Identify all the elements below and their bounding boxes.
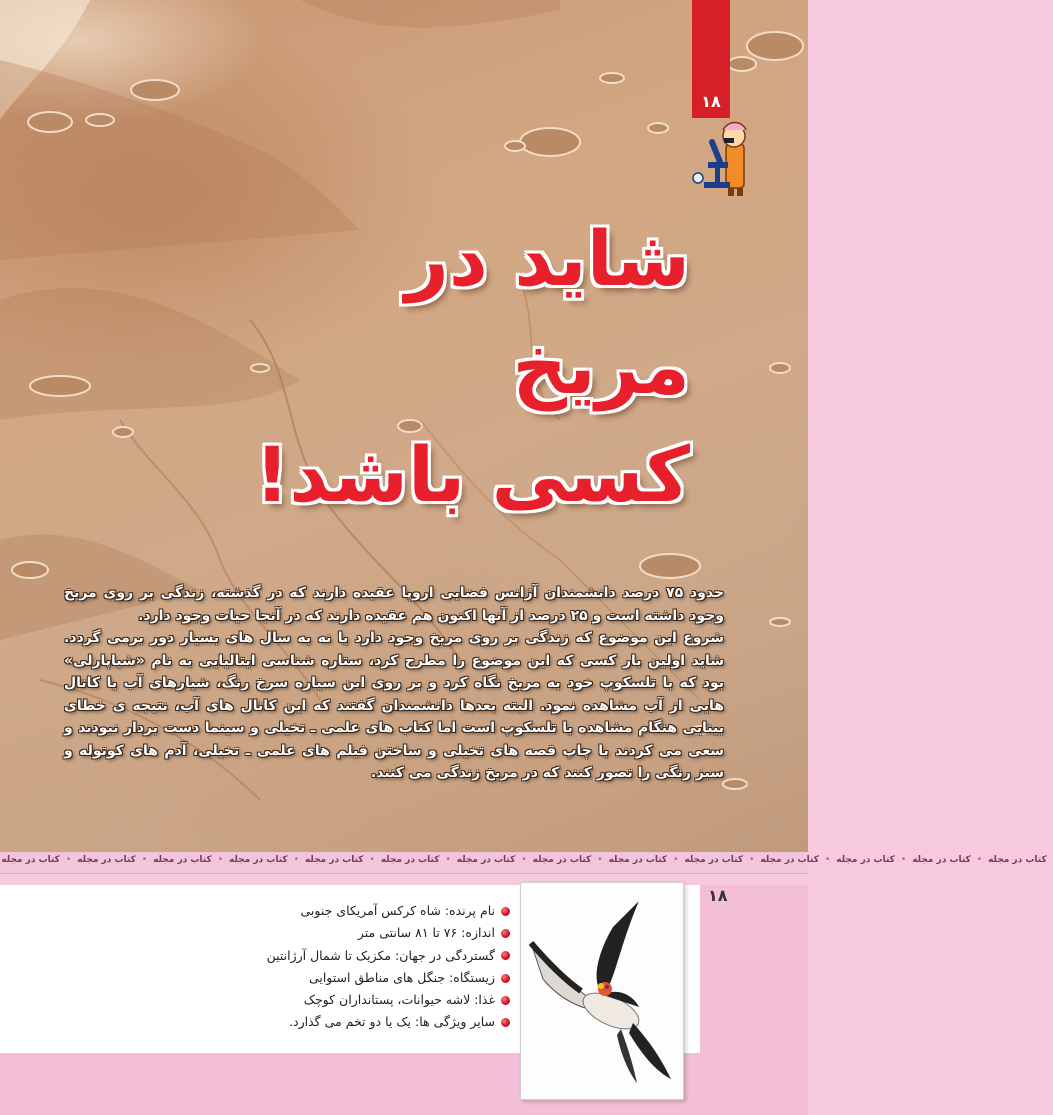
strip-separator: •: [749, 855, 755, 865]
strip-separator: •: [445, 855, 451, 865]
strip-separator: •: [65, 855, 72, 865]
strip-label: کتاب در مجله: [153, 855, 212, 865]
fact-item: [200, 967, 510, 989]
article-body: [64, 582, 724, 785]
article-title: [250, 205, 690, 529]
fact-text: زیستگاه: جنگل های مناطق استوایی: [308, 969, 495, 985]
fact-item: [200, 900, 510, 922]
strip-separator: •: [141, 855, 148, 865]
article-paragraph-1: حدود ۷۵ درصد دانشمندان آژانس فضایی اروپا عقیده دارند که در گذشته، زندگی بر روی مریخ وجود داشته است و ۲۵ درصد از آنها اکنون هم عقیده دارند که در آنجا حیات وجود دارد.: [64, 585, 724, 624]
bird-image-frame: [520, 882, 684, 1100]
fact-text: غذا: لاشه حیوانات، پستانداران کوچک: [303, 992, 495, 1008]
strip-separator: •: [369, 855, 375, 865]
strip-label: کتاب در مجله: [532, 855, 592, 865]
strip-separator: •: [824, 855, 831, 865]
vulture-illustration-icon: [521, 883, 683, 1099]
section-strip: [0, 852, 1047, 874]
bullet-icon: [501, 951, 510, 960]
fact-item: [200, 1011, 510, 1033]
strip-label: کتاب در مجله: [1, 855, 60, 865]
strip-separator: •: [521, 855, 527, 865]
title-line-3: کسی باشد!: [254, 430, 690, 519]
bullet-icon: [501, 974, 510, 983]
fact-text: سایر ویژگی ها: یک یا دو تخم می گذارد.: [289, 1014, 495, 1030]
fact-item: [200, 922, 510, 944]
fact-item: [200, 989, 510, 1011]
title-line-1: شاید در: [405, 214, 690, 303]
scientist-microscope-icon: [690, 122, 752, 196]
article-paragraph-2: شروع این موضوع که زندگی بر روی مریخ وجود دارد یا نه به سال های بسیار دور برمی گردد. شاید اولین بار کسی که این موضوع را مطرح کرد، ستاره شناسی ایتالیایی به نام «شیاپارلی» بود که با تلسکوپ خود به مریخ نگاه کرد و بر روی این سیاره سرخ رنگ، شیارهای آب یا کانال هایی از آب مشاهده نمود. البته بعدها دانشمندان گفتند که این کانال های آب، نتیجه ی خطای بینایی هنگام مشاهده با تلسکوپ است اما کتاب های علمی ـ تخیلی و سینما دست بردار نبودند و سعی می کردند با چاپ قصه های تخیلی و ساختن فیلم های علمی ـ تخیلی، آدم های کوتوله و سبز رنگی را تصور کنند که در مریخ زندگی می کنند.: [64, 630, 724, 781]
strip-separator: •: [217, 855, 224, 865]
strip-label: کتاب در مجله: [456, 855, 516, 865]
strip-label: کتاب در مجله: [380, 855, 440, 865]
bird-facts-list: [200, 900, 510, 1034]
fact-text: اندازه: ۷۶ تا ۸۱ سانتی متر: [357, 925, 495, 941]
strip-label: کتاب در مجله: [608, 855, 668, 865]
fact-text: گستردگی در جهان: مکزیک تا شمال آرژانتین: [266, 947, 495, 963]
bullet-icon: [501, 996, 510, 1005]
strip-items: [0, 855, 1053, 865]
strip-label: کتاب در مجله: [912, 855, 971, 865]
strip-separator: •: [597, 855, 603, 865]
strip-separator: •: [673, 855, 679, 865]
fact-text: نام پرنده: شاه کرکس آمریکای جنوبی: [300, 903, 495, 918]
bullet-icon: [501, 1018, 510, 1027]
fact-item: [200, 945, 510, 967]
bullet-icon: [501, 907, 510, 916]
strip-label: کتاب در مجله: [836, 855, 895, 865]
strip-label: کتاب در مجله: [304, 855, 364, 865]
title-line-2: مریخ: [512, 322, 690, 411]
strip-separator: •: [900, 855, 907, 865]
strip-label: کتاب در مجله: [684, 855, 744, 865]
bullet-icon: [501, 929, 510, 938]
strip-separator: •: [293, 855, 299, 865]
page-number-top: ۱۸: [701, 92, 721, 111]
strip-label: کتاب در مجله: [760, 855, 819, 865]
strip-label: کتاب در مجله: [229, 855, 288, 865]
strip-separator: •: [976, 855, 983, 865]
strip-label: کتاب در مجله: [988, 855, 1047, 865]
page-number-bottom: ۱۸: [708, 886, 728, 905]
strip-label: کتاب در مجله: [77, 855, 136, 865]
